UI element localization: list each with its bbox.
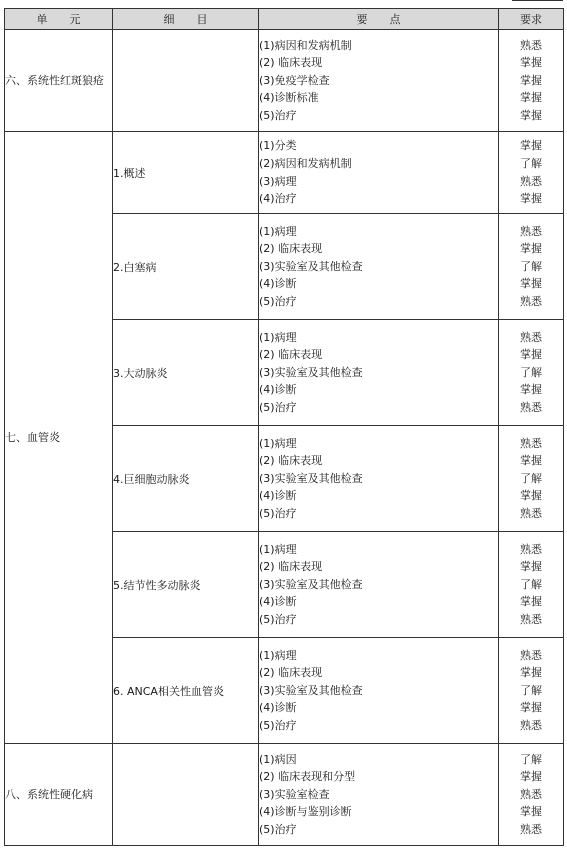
subitem-cell: 6. ANCA相关性血管炎 — [113, 638, 259, 744]
point-item: (1)病理 — [259, 542, 297, 556]
header-req: 要求 — [499, 9, 564, 30]
point-item: (5)治疗 — [259, 108, 297, 122]
requirement-item: 掌握 — [520, 277, 542, 291]
point-item: (4)诊断 — [259, 595, 297, 609]
requirement-item: 掌握 — [520, 701, 542, 715]
requirement-item: 熟悉 — [520, 38, 542, 52]
point-item: (2) 临床表现和分型 — [259, 770, 356, 784]
requirement-item: 掌握 — [520, 348, 542, 362]
requirement-item: 熟悉 — [520, 542, 542, 556]
requirement-item: 熟悉 — [520, 174, 542, 188]
point-item: (4)诊断 — [259, 489, 297, 503]
point-item: (4)诊断标准 — [259, 91, 319, 105]
requirement-item: 了解 — [520, 471, 542, 485]
point-item: (1)分类 — [259, 139, 297, 153]
requirement-cell — [499, 214, 564, 320]
requirement-item: 掌握 — [520, 108, 542, 122]
requirement-item: 了解 — [520, 259, 542, 273]
requirement-item: 掌握 — [520, 139, 542, 153]
requirement-item: 掌握 — [520, 666, 542, 680]
requirement-item: 熟悉 — [520, 648, 542, 662]
requirement-item: 掌握 — [520, 242, 542, 256]
point-item: (5)治疗 — [259, 400, 297, 414]
points-cell — [259, 320, 499, 426]
unit-cell: 六、系统性红斑狼疮 — [5, 30, 113, 132]
point-item: (4)诊断 — [259, 383, 297, 397]
requirement-item: 掌握 — [520, 192, 542, 206]
requirement-item: 掌握 — [520, 489, 542, 503]
subitem-cell: 4.巨细胞动脉炎 — [113, 426, 259, 532]
requirement-item: 掌握 — [520, 595, 542, 609]
point-item: (4)诊断 — [259, 277, 297, 291]
table-row — [5, 744, 564, 846]
requirement-item: 掌握 — [520, 73, 542, 87]
requirement-item: 熟悉 — [520, 330, 542, 344]
point-item: (3)免疫学检查 — [259, 73, 330, 87]
point-item: (2) 临床表现 — [259, 666, 323, 680]
point-item: (2)病因和发病机制 — [259, 156, 352, 170]
top-border-fragment — [512, 0, 563, 1]
requirement-item: 了解 — [520, 156, 542, 170]
point-item: (2) 临床表现 — [259, 454, 323, 468]
point-item: (5)治疗 — [259, 612, 297, 626]
point-item: (4)诊断 — [259, 701, 297, 715]
point-item: (1)病因和发病机制 — [259, 38, 352, 52]
point-item: (3)实验室及其他检查 — [259, 577, 363, 591]
point-item: (2) 临床表现 — [259, 56, 323, 70]
point-item: (3)实验室及其他检查 — [259, 683, 363, 697]
requirement-item: 熟悉 — [520, 294, 542, 308]
point-item: (5)治疗 — [259, 718, 297, 732]
points-cell — [259, 426, 499, 532]
point-item: (3)实验室及其他检查 — [259, 259, 363, 273]
unit-cell: 八、系统性硬化病 — [5, 744, 113, 846]
requirement-item: 掌握 — [520, 56, 542, 70]
point-item: (3)实验室及其他检查 — [259, 471, 363, 485]
table-row — [5, 30, 564, 132]
points-cell — [259, 132, 499, 214]
subitem-cell — [113, 30, 259, 132]
requirement-cell — [499, 426, 564, 532]
requirement-item: 了解 — [520, 683, 542, 697]
points-cell — [259, 532, 499, 638]
requirement-item: 掌握 — [520, 383, 542, 397]
point-item: (5)治疗 — [259, 294, 297, 308]
point-item: (5)治疗 — [259, 822, 297, 836]
header-unit: 单 元 — [5, 9, 113, 30]
header-row — [5, 9, 564, 30]
requirement-item: 了解 — [520, 752, 542, 766]
point-item: (4)诊断与鉴别诊断 — [259, 805, 352, 819]
point-item: (5)治疗 — [259, 506, 297, 520]
requirement-item: 熟悉 — [520, 787, 542, 801]
point-item: (2) 临床表现 — [259, 348, 323, 362]
requirement-item: 了解 — [520, 577, 542, 591]
unit-cell: 七、血管炎 — [5, 132, 113, 744]
header-points: 要 点 — [259, 9, 499, 30]
requirement-item: 掌握 — [520, 560, 542, 574]
point-item: (3)实验室检查 — [259, 787, 330, 801]
point-item: (1)病理 — [259, 330, 297, 344]
requirement-cell — [499, 744, 564, 846]
requirement-item: 熟悉 — [520, 400, 542, 414]
point-item: (1)病因 — [259, 752, 297, 766]
header-sub: 细 目 — [113, 9, 259, 30]
syllabus-table — [4, 8, 564, 846]
requirement-cell — [499, 320, 564, 426]
points-cell — [259, 30, 499, 132]
point-item: (3)实验室及其他检查 — [259, 365, 363, 379]
subitem-cell — [113, 744, 259, 846]
subitem-cell: 5.结节性多动脉炎 — [113, 532, 259, 638]
requirement-item: 熟悉 — [520, 436, 542, 450]
point-item: (1)病理 — [259, 224, 297, 238]
subitem-cell: 2.白塞病 — [113, 214, 259, 320]
requirement-cell — [499, 532, 564, 638]
requirement-item: 掌握 — [520, 770, 542, 784]
table-body — [5, 30, 564, 846]
points-cell — [259, 638, 499, 744]
requirement-item: 掌握 — [520, 454, 542, 468]
point-item: (1)病理 — [259, 436, 297, 450]
point-item: (2) 临床表现 — [259, 560, 323, 574]
requirement-item: 熟悉 — [520, 718, 542, 732]
point-item: (4)治疗 — [259, 192, 297, 206]
point-item: (1)病理 — [259, 648, 297, 662]
subitem-cell: 3.大动脉炎 — [113, 320, 259, 426]
requirement-item: 熟悉 — [520, 612, 542, 626]
points-cell — [259, 214, 499, 320]
points-cell — [259, 744, 499, 846]
requirement-cell — [499, 30, 564, 132]
point-item: (2) 临床表现 — [259, 242, 323, 256]
requirement-item: 掌握 — [520, 805, 542, 819]
point-item: (3)病理 — [259, 174, 297, 188]
subitem-cell: 1.概述 — [113, 132, 259, 214]
table-row — [5, 132, 564, 214]
requirement-item: 熟悉 — [520, 506, 542, 520]
requirement-item: 了解 — [520, 365, 542, 379]
requirement-cell — [499, 132, 564, 214]
requirement-item: 掌握 — [520, 91, 542, 105]
requirement-item: 熟悉 — [520, 224, 542, 238]
requirement-item: 熟悉 — [520, 822, 542, 836]
requirement-cell — [499, 638, 564, 744]
